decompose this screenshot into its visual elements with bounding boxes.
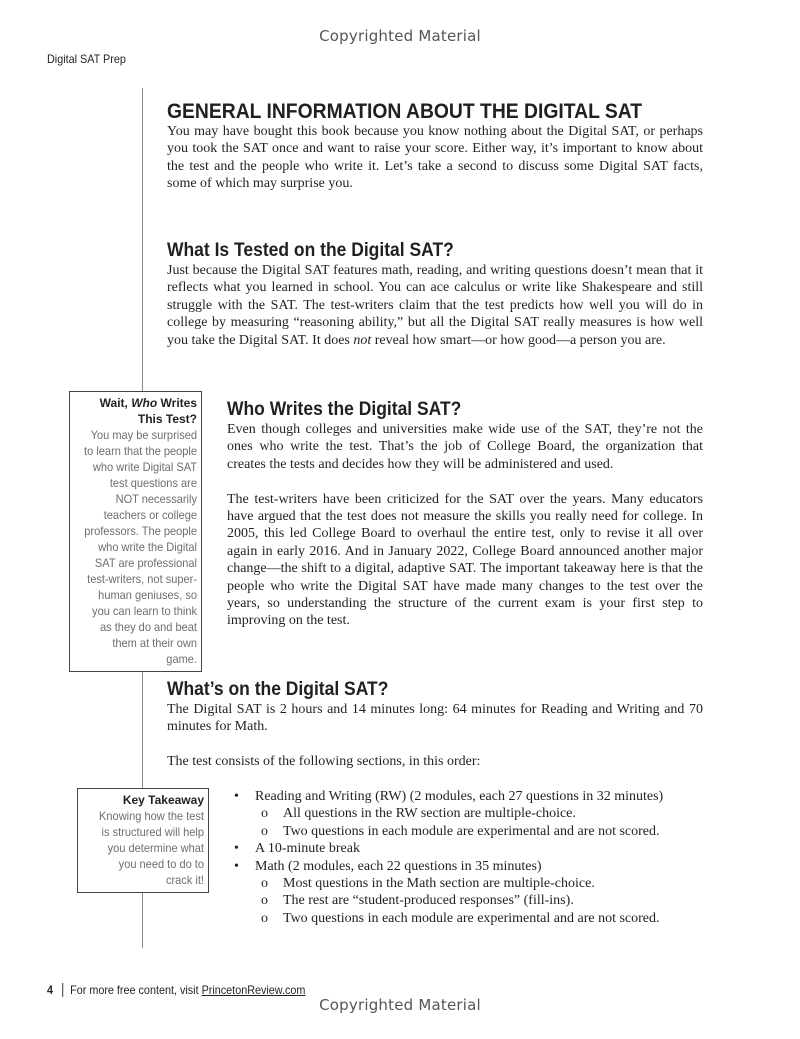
section-paragraph: The Digital SAT is 2 hours and 14 minutes long: 64 minutes for Reading and Writing and 70 minutes for Math. bbox=[167, 702, 703, 735]
section-heading: What Is Tested on the Digital SAT? bbox=[167, 240, 454, 261]
list-item bbox=[230, 840, 703, 857]
running-head: Digital SAT Prep bbox=[47, 52, 126, 66]
footer-link[interactable]: PrincetonReview.com bbox=[201, 983, 306, 997]
page-number: 4 bbox=[47, 983, 54, 997]
footer-separator bbox=[62, 983, 63, 997]
section-paragraph: You may have bought this book because you know nothing about the Digital SAT, or perhaps you took the SAT once and want to raise your score. Either way, it’s important to know about the test and the people who write it. Let’s take a second to discuss some Digital SAT facts, some of which may surprise you. bbox=[167, 124, 703, 192]
sub-bullet-icon: o bbox=[261, 910, 268, 926]
page-footer bbox=[47, 983, 305, 997]
section-paragraph: The test consists of the following sections, in this order: bbox=[167, 754, 481, 770]
section-whats-on bbox=[167, 678, 703, 771]
sidebar-title-emphasis: Who bbox=[131, 396, 158, 410]
bullet-icon: • bbox=[234, 841, 239, 857]
section-heading: GENERAL INFORMATION ABOUT THE DIGITAL SAT bbox=[167, 100, 643, 123]
sub-list-item-text: Most questions in the Math section are multiple-choice. bbox=[283, 876, 595, 892]
test-sections-list bbox=[230, 788, 703, 927]
bullet-icon: • bbox=[234, 858, 239, 874]
sub-bullet-icon: o bbox=[261, 823, 268, 839]
list-item bbox=[230, 788, 703, 840]
emphasis-text: not bbox=[353, 332, 372, 348]
section-paragraph: The test-writers have been criticized for the SAT over the years. Many educators have argued that the test does not measure the skills you really need for college. In 2005, this led College Board to overhaul the entire test, only to revise it all over again in early 2016. And in January 2022, College Board announced another major change—the shift to a digital, adaptive SAT. The important takeaway here is that the people who write the Digital SAT have made many changes to the test over the years, so understanding the structure of the current exam is your first step to improving on the test. bbox=[227, 491, 703, 629]
paragraph-text: reveal how smart—or how good—a person you are. bbox=[371, 332, 666, 348]
sub-list-item-text: Two questions in each module are experimental and are not scored. bbox=[283, 910, 660, 926]
sub-list-item bbox=[255, 875, 703, 892]
margin-rule bbox=[142, 88, 143, 391]
sidebar-title-text: Writes This Test? bbox=[137, 396, 197, 426]
footer-text: For more free content, visit bbox=[70, 983, 202, 997]
sub-list-item-text: Two questions in each module are experimental and are not scored. bbox=[283, 823, 660, 839]
sub-list-item-text: All questions in the RW section are multiple-choice. bbox=[283, 806, 576, 822]
sub-bullet-icon: o bbox=[261, 806, 268, 822]
copyright-watermark-top: Copyrighted Material bbox=[319, 27, 481, 45]
sidebar-key-takeaway bbox=[77, 788, 209, 893]
sub-list-item-text: The rest are “student-produced responses” (fill-ins). bbox=[283, 893, 574, 909]
sidebar-title: Key Takeaway bbox=[122, 793, 204, 807]
list-item-text: Math (2 modules, each 22 questions in 35 minutes) bbox=[255, 858, 542, 874]
section-who-writes bbox=[227, 398, 703, 630]
section-what-is-tested bbox=[167, 239, 703, 349]
bullet-icon: • bbox=[234, 789, 239, 804]
sub-list-item bbox=[255, 823, 703, 840]
section-heading: Who Writes the Digital SAT? bbox=[227, 399, 462, 420]
paragraph-text: Just because the Digital SAT features math, reading, and writing questions doesn’t mean that it reflects what you learned in school. You can ace calculus or write like Shakespeare and still struggle with the SAT. The test-writers claim that the test predicts how well you will do in college by measuring “reasoning ability,” but all the Digital SAT really measures is how well you take the Digital SAT. It does bbox=[167, 263, 703, 348]
sub-list-item bbox=[255, 910, 703, 927]
sub-list-item bbox=[255, 805, 703, 822]
sub-bullet-icon: o bbox=[261, 876, 268, 892]
sidebar-who-writes bbox=[69, 391, 202, 672]
section-general-information bbox=[167, 99, 703, 193]
list-item-text: Reading and Writing (RW) (2 modules, each 27 questions in 32 minutes) bbox=[255, 789, 664, 804]
sidebar-title bbox=[74, 395, 197, 427]
section-heading: What’s on the Digital SAT? bbox=[167, 679, 389, 700]
sidebar-title-text: Wait, bbox=[99, 396, 132, 410]
sidebar-text: Knowing how the test is structured will help you determine what you need to do to crack it! bbox=[99, 809, 204, 887]
sidebar-text: You may be surprised to learn that the people who write Digital SAT test questions are NOT necessarily teachers or college professors. The people who write the Digital SAT are professional test-writers, not super-human geniuses, so you can learn to think as they do and beat them at their own game. bbox=[84, 428, 197, 666]
sub-bullet-icon: o bbox=[261, 893, 268, 909]
copyright-watermark-bottom: Copyrighted Material bbox=[319, 996, 481, 1014]
list-item-text: A 10-minute break bbox=[255, 841, 360, 857]
sub-list-item bbox=[255, 892, 703, 909]
section-paragraph: Even though colleges and universities make wide use of the SAT, they’re not the ones who write the test. That’s the job of College Board, the organization that creates the tests and decides how they will be administered and used. bbox=[227, 422, 703, 472]
section-paragraph bbox=[167, 262, 703, 349]
list-item bbox=[230, 858, 703, 928]
